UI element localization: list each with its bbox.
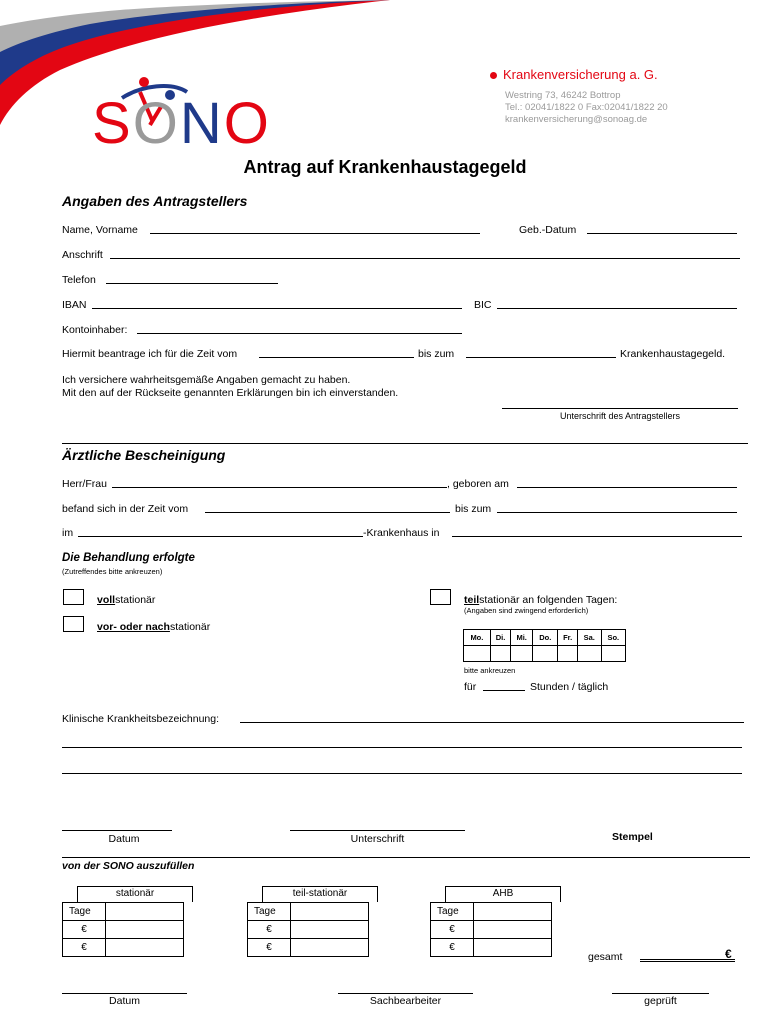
diagnosis-field-2[interactable]: [62, 747, 742, 748]
section-applicant-heading: Angaben des Antragstellers: [62, 193, 248, 209]
hours-suffix: Stunden / täglich: [530, 681, 609, 693]
doctor-signature-label: Unterschrift: [350, 833, 405, 845]
diagnosis-field-1[interactable]: [240, 722, 744, 723]
in-label: im: [62, 527, 74, 539]
opt-full-rest: stationär: [115, 594, 156, 606]
office-row-label: €: [248, 939, 291, 957]
period-until: bis zum: [455, 503, 492, 515]
weekday-header: Sa.: [577, 630, 601, 646]
weekday-checkbox[interactable]: [533, 646, 558, 662]
clerk-label: Sachbearbeiter: [369, 995, 442, 1007]
request-suffix: Krankenhaustagegeld.: [620, 348, 726, 360]
office-row-value[interactable]: [474, 939, 552, 957]
person-label: Herr/Frau: [62, 478, 107, 490]
opt-pre-label: [97, 621, 210, 634]
phone-label: Telefon: [62, 274, 96, 286]
weekday-checkbox[interactable]: [577, 646, 601, 662]
section-divider: [62, 443, 748, 444]
office-row-label: €: [63, 939, 106, 957]
page-title: Antrag auf Krankenhaustagegeld: [243, 157, 527, 177]
office-row-value[interactable]: [106, 903, 184, 921]
request-to-field[interactable]: [466, 357, 616, 358]
office-row-value[interactable]: [106, 921, 184, 939]
opt-full-bold: voll: [97, 594, 116, 606]
weekday-checkbox[interactable]: [601, 646, 625, 662]
company-label: Krankenversicherung a. G.: [503, 67, 658, 82]
address-line: Westring 73, 46242 Bottrop: [505, 90, 621, 101]
iban-field[interactable]: [92, 308, 462, 309]
doctor-date-field[interactable]: [62, 830, 172, 831]
office-date-label: Datum: [109, 995, 140, 1007]
holder-label: Kontoinhaber:: [62, 324, 128, 336]
part-note: (Angaben sind zwingend erforderlich): [464, 606, 589, 615]
opt-pre-bold: vor- oder nach: [97, 621, 170, 633]
logo-wordmark: SONO: [92, 91, 271, 156]
weekday-checkbox[interactable]: [558, 646, 578, 662]
bic-label: BIC: [474, 299, 492, 311]
dob-label: Geb.-Datum: [519, 224, 577, 236]
doctor-date-label: Datum: [108, 833, 140, 845]
dob-field[interactable]: [587, 233, 737, 234]
phone-line: Tel.: 02041/1822 0 Fax:02041/1822 20: [505, 102, 668, 113]
request-until: bis zum: [418, 348, 455, 360]
period-prefix: befand sich in der Zeit vom: [62, 503, 189, 515]
office-divider: [62, 857, 750, 858]
bic-field[interactable]: [497, 308, 737, 309]
total-field[interactable]: [640, 959, 735, 960]
office-row-value[interactable]: [291, 903, 369, 921]
request-from-field[interactable]: [259, 357, 414, 358]
opt-full-label: [97, 594, 155, 607]
opt-pre-rest: stationär: [169, 621, 211, 633]
holder-field[interactable]: [137, 333, 462, 334]
weekday-header: Mo.: [464, 630, 491, 646]
address-label: Anschrift: [62, 249, 103, 261]
person-field[interactable]: [112, 487, 447, 488]
doctor-signature-field[interactable]: [290, 830, 465, 831]
total-currency: €: [725, 947, 732, 961]
days-note: bitte ankreuzen: [464, 666, 516, 675]
treatment-note: (Zutreffendes bitte ankreuzen): [62, 567, 163, 576]
hospital-label: -Krankenhaus in: [363, 527, 440, 539]
office-row-value[interactable]: [474, 903, 552, 921]
declaration-line-1: Ich versichere wahrheitsgemäße Angaben gemacht zu haben.: [62, 374, 351, 386]
period-to-field[interactable]: [497, 512, 737, 513]
name-label: Name, Vorname: [62, 224, 138, 236]
clerk-field[interactable]: [338, 993, 473, 994]
weekday-checkbox[interactable]: [490, 646, 510, 662]
office-table-title: teil-stationär: [262, 886, 378, 902]
office-row-value[interactable]: [291, 939, 369, 957]
checked-label: geprüft: [644, 995, 677, 1007]
period-from-field[interactable]: [205, 512, 450, 513]
name-field[interactable]: [150, 233, 480, 234]
office-row-label: Tage: [431, 903, 474, 921]
email-line: krankenversicherung@sonoag.de: [505, 114, 648, 125]
hours-prefix: für: [464, 681, 477, 693]
hospital-type-field[interactable]: [78, 536, 363, 537]
applicant-signature-label: Unterschrift des Antragstellers: [559, 411, 681, 421]
weekday-header: Di.: [490, 630, 510, 646]
checkbox-pre-post-inpatient[interactable]: [63, 616, 84, 632]
section-doctor-heading: Ärztliche Bescheinigung: [62, 447, 226, 463]
request-prefix: Hiermit beantrage ich für die Zeit vom: [62, 348, 238, 360]
checkbox-full-inpatient[interactable]: [63, 589, 84, 605]
company-contact: [505, 90, 668, 126]
opt-part-rest: stationär an folgenden Tagen:: [479, 594, 618, 606]
office-row-label: €: [63, 921, 106, 939]
diagnosis-label: Klinische Krankheitsbezeichnung:: [62, 713, 220, 725]
address-field[interactable]: [110, 258, 740, 259]
phone-field[interactable]: [106, 283, 278, 284]
office-row-label: €: [248, 921, 291, 939]
office-row-label: €: [431, 921, 474, 939]
declaration: [62, 374, 398, 400]
office-heading: von der SONO auszufüllen: [62, 860, 195, 872]
born-label: , geboren am: [447, 478, 509, 490]
total-label: gesamt: [588, 951, 623, 963]
office-table-title: stationär: [77, 886, 193, 902]
declaration-line-2: Mit den auf der Rückseite genannten Erklärungen bin ich einverstanden.: [62, 387, 399, 399]
weekday-checkbox[interactable]: [511, 646, 533, 662]
office-date-field[interactable]: [62, 993, 187, 994]
weekday-header: Do.: [533, 630, 558, 646]
weekday-header: Fr.: [558, 630, 578, 646]
office-table-title: AHB: [445, 886, 561, 902]
office-table: [247, 902, 369, 957]
office-row-value[interactable]: [106, 939, 184, 957]
office-row-label: Tage: [248, 903, 291, 921]
weekday-checkbox[interactable]: [464, 646, 491, 662]
sono-logo: [92, 70, 302, 156]
checked-field[interactable]: [612, 993, 709, 994]
office-row-label: €: [431, 939, 474, 957]
company-name: [490, 67, 658, 82]
opt-part-bold: teil: [464, 594, 480, 606]
hours-field[interactable]: [483, 690, 525, 691]
applicant-signature-field[interactable]: [502, 408, 738, 409]
weekday-header: Mi.: [511, 630, 533, 646]
office-table: [62, 902, 184, 957]
born-field[interactable]: [517, 487, 737, 488]
iban-label: IBAN: [62, 299, 87, 311]
treatment-heading: Die Behandlung erfolgte: [62, 552, 195, 564]
office-row-label: Tage: [63, 903, 106, 921]
checkbox-part-inpatient[interactable]: [430, 589, 451, 605]
hospital-city-field[interactable]: [452, 536, 742, 537]
weekday-header: So.: [601, 630, 625, 646]
stamp-label: Stempel: [612, 831, 653, 843]
total-field-double: [640, 961, 735, 962]
office-row-value[interactable]: [291, 921, 369, 939]
diagnosis-field-3[interactable]: [62, 773, 742, 774]
office-row-value[interactable]: [474, 921, 552, 939]
bullet-icon: [490, 72, 497, 79]
office-table: [430, 902, 552, 957]
weekday-table: [463, 629, 626, 662]
